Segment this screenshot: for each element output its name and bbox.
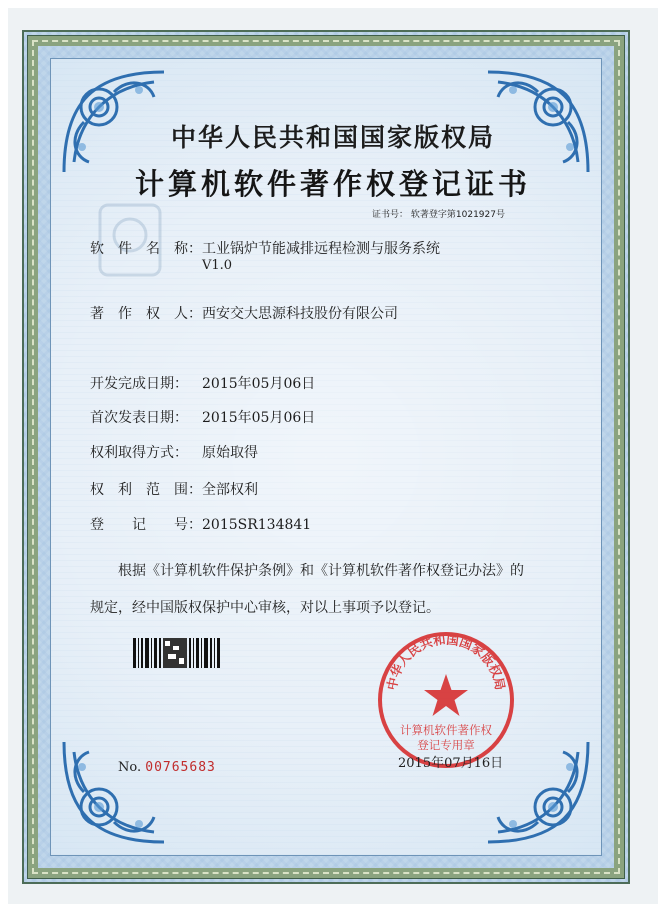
registration-value: 2015SR134841 — [202, 517, 312, 533]
owner-label: 著 作 权 人： — [90, 306, 202, 322]
owner-row — [90, 303, 398, 323]
publish-date-label: 首次发表日期： — [90, 410, 188, 426]
scope-label: 权 利 范 围： — [90, 482, 202, 498]
registration-row — [90, 514, 311, 534]
software-version: V1.0 — [202, 258, 233, 273]
publish-date-value: 2015年05月06日 — [202, 410, 316, 426]
serial-number — [118, 760, 216, 775]
scope-row — [90, 479, 258, 499]
acquire-value: 原始取得 — [202, 445, 258, 461]
software-name-row — [90, 238, 440, 258]
software-name-value: 工业锅炉节能减排远程检测与服务系统 — [202, 241, 440, 257]
statement-line-1: 根据《计算机软件保护条例》和《计算机软件著作权登记办法》的 — [118, 563, 524, 579]
scope-value: 全部权利 — [202, 482, 258, 498]
acquire-row — [90, 442, 258, 462]
owner-value: 西安交大思源科技股份有限公司 — [202, 306, 398, 322]
barcode-icon — [133, 638, 223, 668]
seal-line-1: 计算机软件著作权 — [400, 723, 492, 737]
publish-date-row — [90, 407, 315, 427]
registration-label: 登 记 号： — [90, 517, 202, 533]
certificate-number-value: 软著登字第1021927号 — [410, 210, 505, 220]
serial-number-label: No. — [118, 760, 142, 775]
dev-date-row — [90, 373, 315, 393]
corner-ornament-icon — [54, 732, 174, 852]
certificate-number — [372, 207, 505, 220]
official-seal-icon — [376, 630, 516, 770]
seal-line-2: 登记专用章 — [417, 738, 475, 752]
statement-line-2: 规定，经中国版权保护中心审核，对以上事项予以登记。 — [90, 600, 440, 616]
seal-star-icon — [424, 674, 468, 716]
dev-date-value: 2015年05月06日 — [202, 376, 316, 392]
issue-date: 2015年07月16日 — [398, 756, 504, 771]
software-name-label: 软 件 名 称： — [90, 241, 202, 257]
dev-date-label: 开发完成日期： — [90, 376, 188, 392]
agency-title: 中华人民共和国国家版权局 — [170, 123, 495, 152]
serial-number-value: 00765683 — [145, 760, 216, 775]
acquire-label: 权利取得方式： — [90, 445, 188, 461]
certificate-title: 计算机软件著作权登记证书 — [134, 167, 531, 201]
seal-ring-text: 中华人民共和国国家版权局 — [383, 631, 509, 692]
certificate-number-label: 证书号： — [372, 210, 409, 220]
